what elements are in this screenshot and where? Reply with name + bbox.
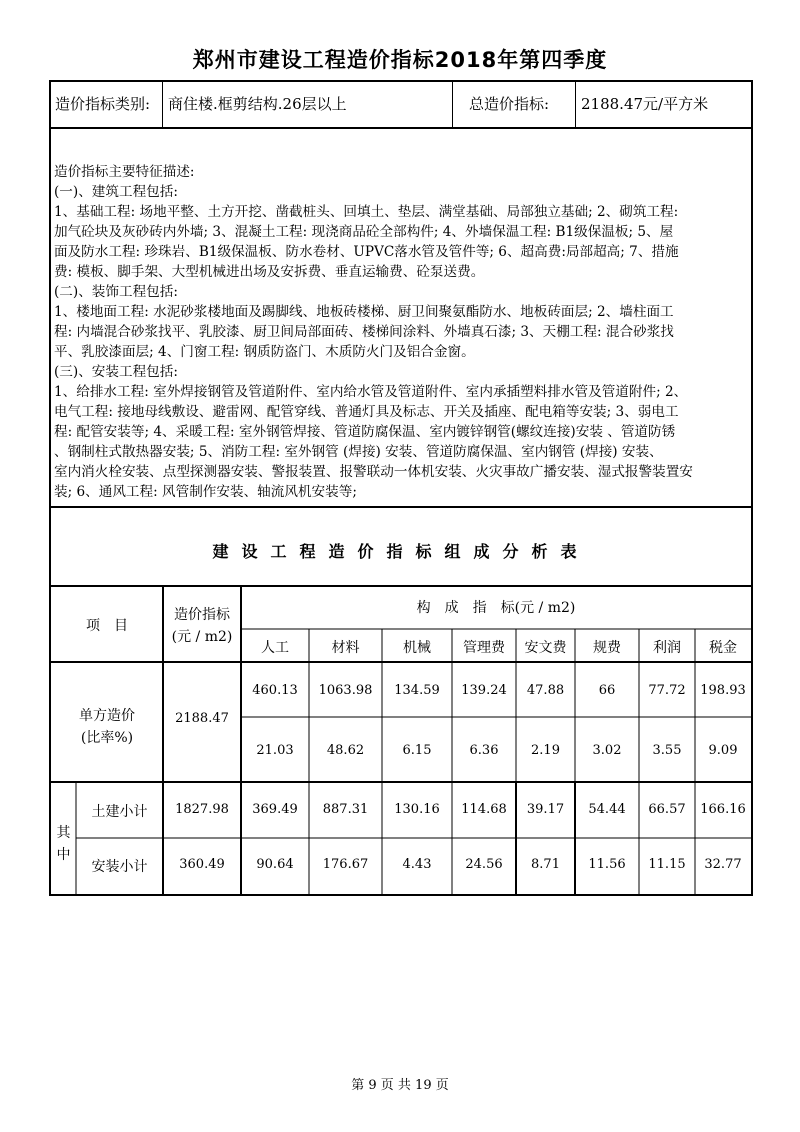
subtotal-value: 32.77 (704, 857, 742, 872)
subtotal-label: 土建小计 (91, 804, 148, 820)
description-line: 面及防水工程: 珍珠岩、B1级保温板、防水卷材、UPVC落水管及管件等; 6、超高费:局部超高; 7、措施 (54, 244, 679, 260)
subtotal-value: 90.64 (256, 857, 294, 872)
unit-cost-total: 2188.47 (175, 711, 229, 726)
description-heading: 造价指标主要特征描述: (54, 164, 195, 180)
description-line: (三)、安装工程包括: (54, 364, 178, 380)
column-header: 安文费 (524, 640, 567, 656)
analysis-title: 建设工程造价指标组成分析表 (212, 542, 590, 561)
description-line: (一)、建筑工程包括: (54, 184, 178, 200)
unit-cost-value: 134.59 (394, 683, 440, 698)
subtotal-value: 369.49 (252, 802, 298, 817)
unit-cost-value: 139.24 (461, 683, 507, 698)
index-sheet (49, 80, 753, 896)
ratio-value: 2.19 (531, 743, 560, 758)
unit-cost-value: 47.88 (526, 683, 565, 698)
unit-cost-value: 77.72 (648, 683, 686, 698)
subtotal-value: 24.56 (465, 857, 503, 872)
column-header: 机械 (403, 640, 431, 656)
subtotal-value: 130.16 (394, 802, 440, 817)
components-header: 构 成 指 标(元 / m2) (416, 600, 576, 616)
subtotal-value: 887.31 (322, 802, 369, 817)
page-footer: 第 9 页 共 19 页 (351, 1078, 449, 1093)
column-header: 规费 (593, 640, 621, 656)
total-value: 2188.47元/平方米 (581, 95, 709, 113)
unit-cost-value: 460.13 (252, 683, 298, 698)
category-label: 造价指标类别: (55, 95, 151, 113)
column-header: 利润 (653, 640, 681, 656)
page-title: 郑州市建设工程造价指标2018年第四季度 (192, 48, 608, 72)
subtotal-value: 66.57 (648, 802, 686, 817)
subtotal-label: 安装小计 (91, 859, 148, 875)
column-header: 材料 (331, 640, 360, 656)
index-header: 造价指标 (174, 607, 230, 623)
subtotal-value: 39.17 (526, 802, 565, 817)
subtotal-total: 360.49 (179, 857, 225, 872)
header-row (51, 82, 751, 129)
ratio-value: 6.15 (402, 743, 432, 758)
subtotal-value: 4.43 (402, 857, 432, 872)
total-label: 总造价指标: (469, 95, 550, 113)
column-header: 人工 (261, 640, 289, 656)
description-line: 1、给排水工程: 室外焊接钢管及管道附件、室内给水管及管道附件、室内承插塑料排水管及管道附件; 2、 (54, 384, 688, 400)
ratio-value: 3.55 (652, 743, 682, 758)
ratio-value: 3.02 (592, 743, 622, 758)
subtotal-value: 11.56 (588, 857, 626, 872)
category-value: 商住楼.框剪结构.26层以上 (168, 95, 347, 113)
subtotal-value: 8.71 (531, 857, 560, 872)
column-header: 管理费 (463, 640, 505, 656)
index-header-unit: (元 / m2) (171, 629, 233, 645)
subtotal-value: 114.68 (461, 802, 507, 817)
subtotal-value: 54.44 (588, 802, 626, 817)
description-line: 平、乳胶漆面层; 4、门窗工程: 钢质防盗门、木质防火门及铝合金窗。 (54, 344, 475, 360)
description-line: 程: 内墙混合砂浆找平、乳胶漆、厨卫间局部面砖、楼梯间涂料、外墙真石漆; 3、天棚工程: 混合砂浆找 (54, 324, 674, 340)
unit-cost-value: 66 (598, 683, 616, 698)
ratio-value: 21.03 (256, 743, 294, 758)
description-line: 加气砼块及灰砂砖内外墙; 3、混凝土工程: 现浇商品砼全部构件; 4、外墙保温工程: B1级保温板; 5、屋 (54, 224, 674, 240)
column-header: 税金 (709, 640, 737, 656)
ratio-label: (比率%) (80, 730, 134, 746)
description-line: 程: 配管安装等; 4、采暖工程: 室外钢管焊接、管道防腐保温、室内镀锌钢管(螺纹连接)安装 、管道防锈 (54, 424, 676, 440)
unit-cost-value: 198.93 (700, 683, 746, 698)
subtotal-value: 11.15 (648, 857, 686, 872)
among-label: 中 (56, 847, 71, 863)
feature-description (51, 162, 751, 502)
description-line: 费: 模板、脚手架、大型机械进出场及安拆费、垂直运输费、砼泵送费。 (54, 264, 485, 280)
description-line: 1、楼地面工程: 水泥砂浆楼地面及踢脚线、地板砖楼梯、厨卫间聚氨酯防水、地板砖面层; 2、墙柱面工 (54, 304, 674, 320)
item-header: 项 目 (86, 618, 128, 634)
description-line: 装; 6、通风工程: 风管制作安装、轴流风机安装等; (54, 484, 357, 500)
description-line: 、钢制柱式散热器安装; 5、消防工程: 室外钢管 (焊接) 安装、管道防腐保温、室内钢管 (焊接) 安装、 (54, 444, 663, 460)
description-line: 1、基础工程: 场地平整、土方开挖、凿截桩头、回填土、垫层、满堂基础、局部独立基础; 2、砌筑工程: (54, 204, 679, 220)
ratio-value: 6.36 (469, 743, 499, 758)
unit-cost-value: 1063.98 (318, 683, 373, 698)
description-line: 电气工程: 接地母线敷设、避雷网、配管穿线、普通灯具及标志、开关及插座、配电箱等安装; 3、弱电工 (54, 404, 679, 420)
unit-cost-label: 单方造价 (79, 708, 135, 724)
ratio-value: 9.09 (708, 743, 738, 758)
among-label: 其 (56, 825, 71, 841)
ratio-value: 48.62 (326, 743, 365, 758)
subtotal-total: 1827.98 (175, 802, 229, 817)
subtotal-value: 166.16 (700, 802, 746, 817)
description-line: (二)、装饰工程包括: (54, 284, 178, 300)
subtotal-value: 176.67 (322, 857, 369, 872)
description-line: 室内消火栓安装、点型探测器安装、警报装置、报警联动一体机安装、火灾事故广播安装、湿式报警装置安 (54, 464, 693, 480)
